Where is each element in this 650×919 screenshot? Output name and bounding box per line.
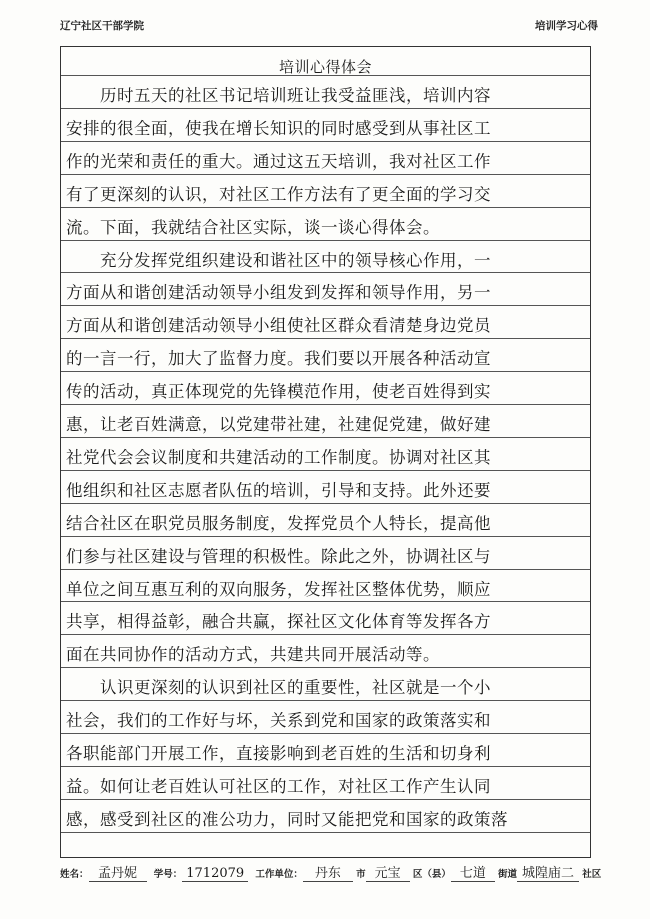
essay-line: 面在共同协作的活动方式，共建共同开展活动等。: [66, 645, 440, 665]
essay-line: 有了更深刻的认识，对社区工作方法有了更全面的学习交: [66, 184, 491, 204]
essay-line: 各职能部门开展工作，直接影响到老百姓的生活和切身利: [66, 744, 491, 763]
essay-title: 培训心得体会: [278, 58, 372, 76]
ruled-line: [61, 601, 590, 602]
essay-line: 方面从和谐创建活动领导小组发到发挥和领导作用，另一: [66, 283, 491, 303]
city-suffix: 市: [356, 869, 366, 880]
ruled-line: [61, 634, 590, 635]
student-id-label: 学号：: [153, 869, 183, 880]
essay-line: 历时五天的社区书记培训班让我受益匪浅，培训内容: [66, 86, 491, 105]
document-type: 培训学习心得: [535, 20, 598, 32]
essay-line: 单位之间互惠互利的双向服务，发挥社区整体优势，顺应: [66, 579, 491, 599]
ruled-line: [61, 240, 590, 241]
ruled-line: [61, 569, 590, 570]
ruled-line: [61, 305, 590, 306]
essay-line: 社党代会会议制度和共建活动的工作制度。协调对社区其: [66, 447, 491, 467]
essay-line: 感，感受到社区的准公功力，同时又能把党和国家的政策落: [66, 809, 508, 829]
ruled-line: [61, 338, 590, 339]
ruled-line: [61, 141, 590, 142]
essay-line: 充分发挥党组织建设和谐社区中的领导核心作用，一: [66, 250, 491, 270]
essay-line: 益。如何让老百姓认可社区的工作，对社区工作产生认同: [66, 776, 491, 796]
ruled-line: [61, 733, 590, 734]
ruled-line: [61, 108, 590, 109]
essay-line: 的一言一行，加大了监督力度。我们要以开展各种活动宣: [66, 349, 491, 369]
essay-line: 他组织和社区志愿者队伍的培训，引导和支持。此外还要: [66, 480, 491, 500]
ruled-line: [61, 766, 590, 767]
ruled-line: [61, 503, 590, 504]
essay-line: 流。下面，我就结合社区实际，谈一谈心得体会。: [66, 217, 440, 237]
ruled-line: [61, 404, 590, 405]
essay-line: 结合社区在职党员服务制度，发挥党员个人特长，提高他: [66, 513, 491, 533]
ruled-line: [61, 207, 590, 208]
student-id-value: 1712079: [182, 866, 248, 882]
essay-line: 社会，我们的工作好与坏，关系到党和国家的政策落实和: [66, 711, 491, 731]
essay-line: 安排的很全面，使我在增长知识的同时感受到从事社区工: [66, 118, 491, 138]
essay-line: 传的活动，真正体现党的先锋模范作用，使老百姓得到实: [66, 382, 491, 402]
district-value: 元宝: [366, 862, 410, 882]
district-suffix: 区（县）: [412, 869, 451, 880]
ruled-line: [61, 174, 590, 175]
ruled-line: [61, 437, 590, 438]
ruled-line: [61, 832, 590, 833]
street-value: 七道: [451, 862, 495, 882]
essay-line: 认识更深刻的认识到社区的重要性，社区就是一个小: [66, 678, 491, 698]
name-value: 孟丹妮: [89, 862, 147, 882]
city-value: 丹东: [303, 862, 353, 882]
ruled-line: [61, 799, 590, 800]
ruled-line: [61, 371, 590, 372]
school-name: 辽宁社区干部学院: [60, 20, 144, 32]
essay-line: 惠，让老百姓满意，以党建带社建，社建促党建，做好建: [66, 415, 491, 434]
essay-line: 们参与社区建设与管理的积极性。除此之外，协调社区与: [66, 546, 491, 566]
ruled-line: [61, 536, 590, 537]
footer-info: [60, 862, 600, 882]
ruled-line: [61, 470, 590, 471]
essay-line: 共享，相得益彰，融合共赢，探社区文化体育等发挥各方: [66, 612, 491, 632]
work-unit-label: 工作单位：: [255, 869, 303, 880]
essay-line: 作的光荣和责任的重大。通过这五天培训，我对社区工作: [66, 151, 491, 171]
ruled-line: [61, 700, 590, 701]
street-suffix: 街道: [498, 869, 518, 880]
ruled-line: [61, 667, 590, 668]
name-label: 姓名：: [60, 869, 89, 880]
essay-line: 方面从和谐创建活动领导小组使社区群众看清楚身边党员: [66, 316, 491, 336]
community-suffix: 社区: [582, 869, 602, 880]
ruled-line: [61, 272, 590, 273]
community-value: 城隍庙二: [517, 862, 579, 882]
